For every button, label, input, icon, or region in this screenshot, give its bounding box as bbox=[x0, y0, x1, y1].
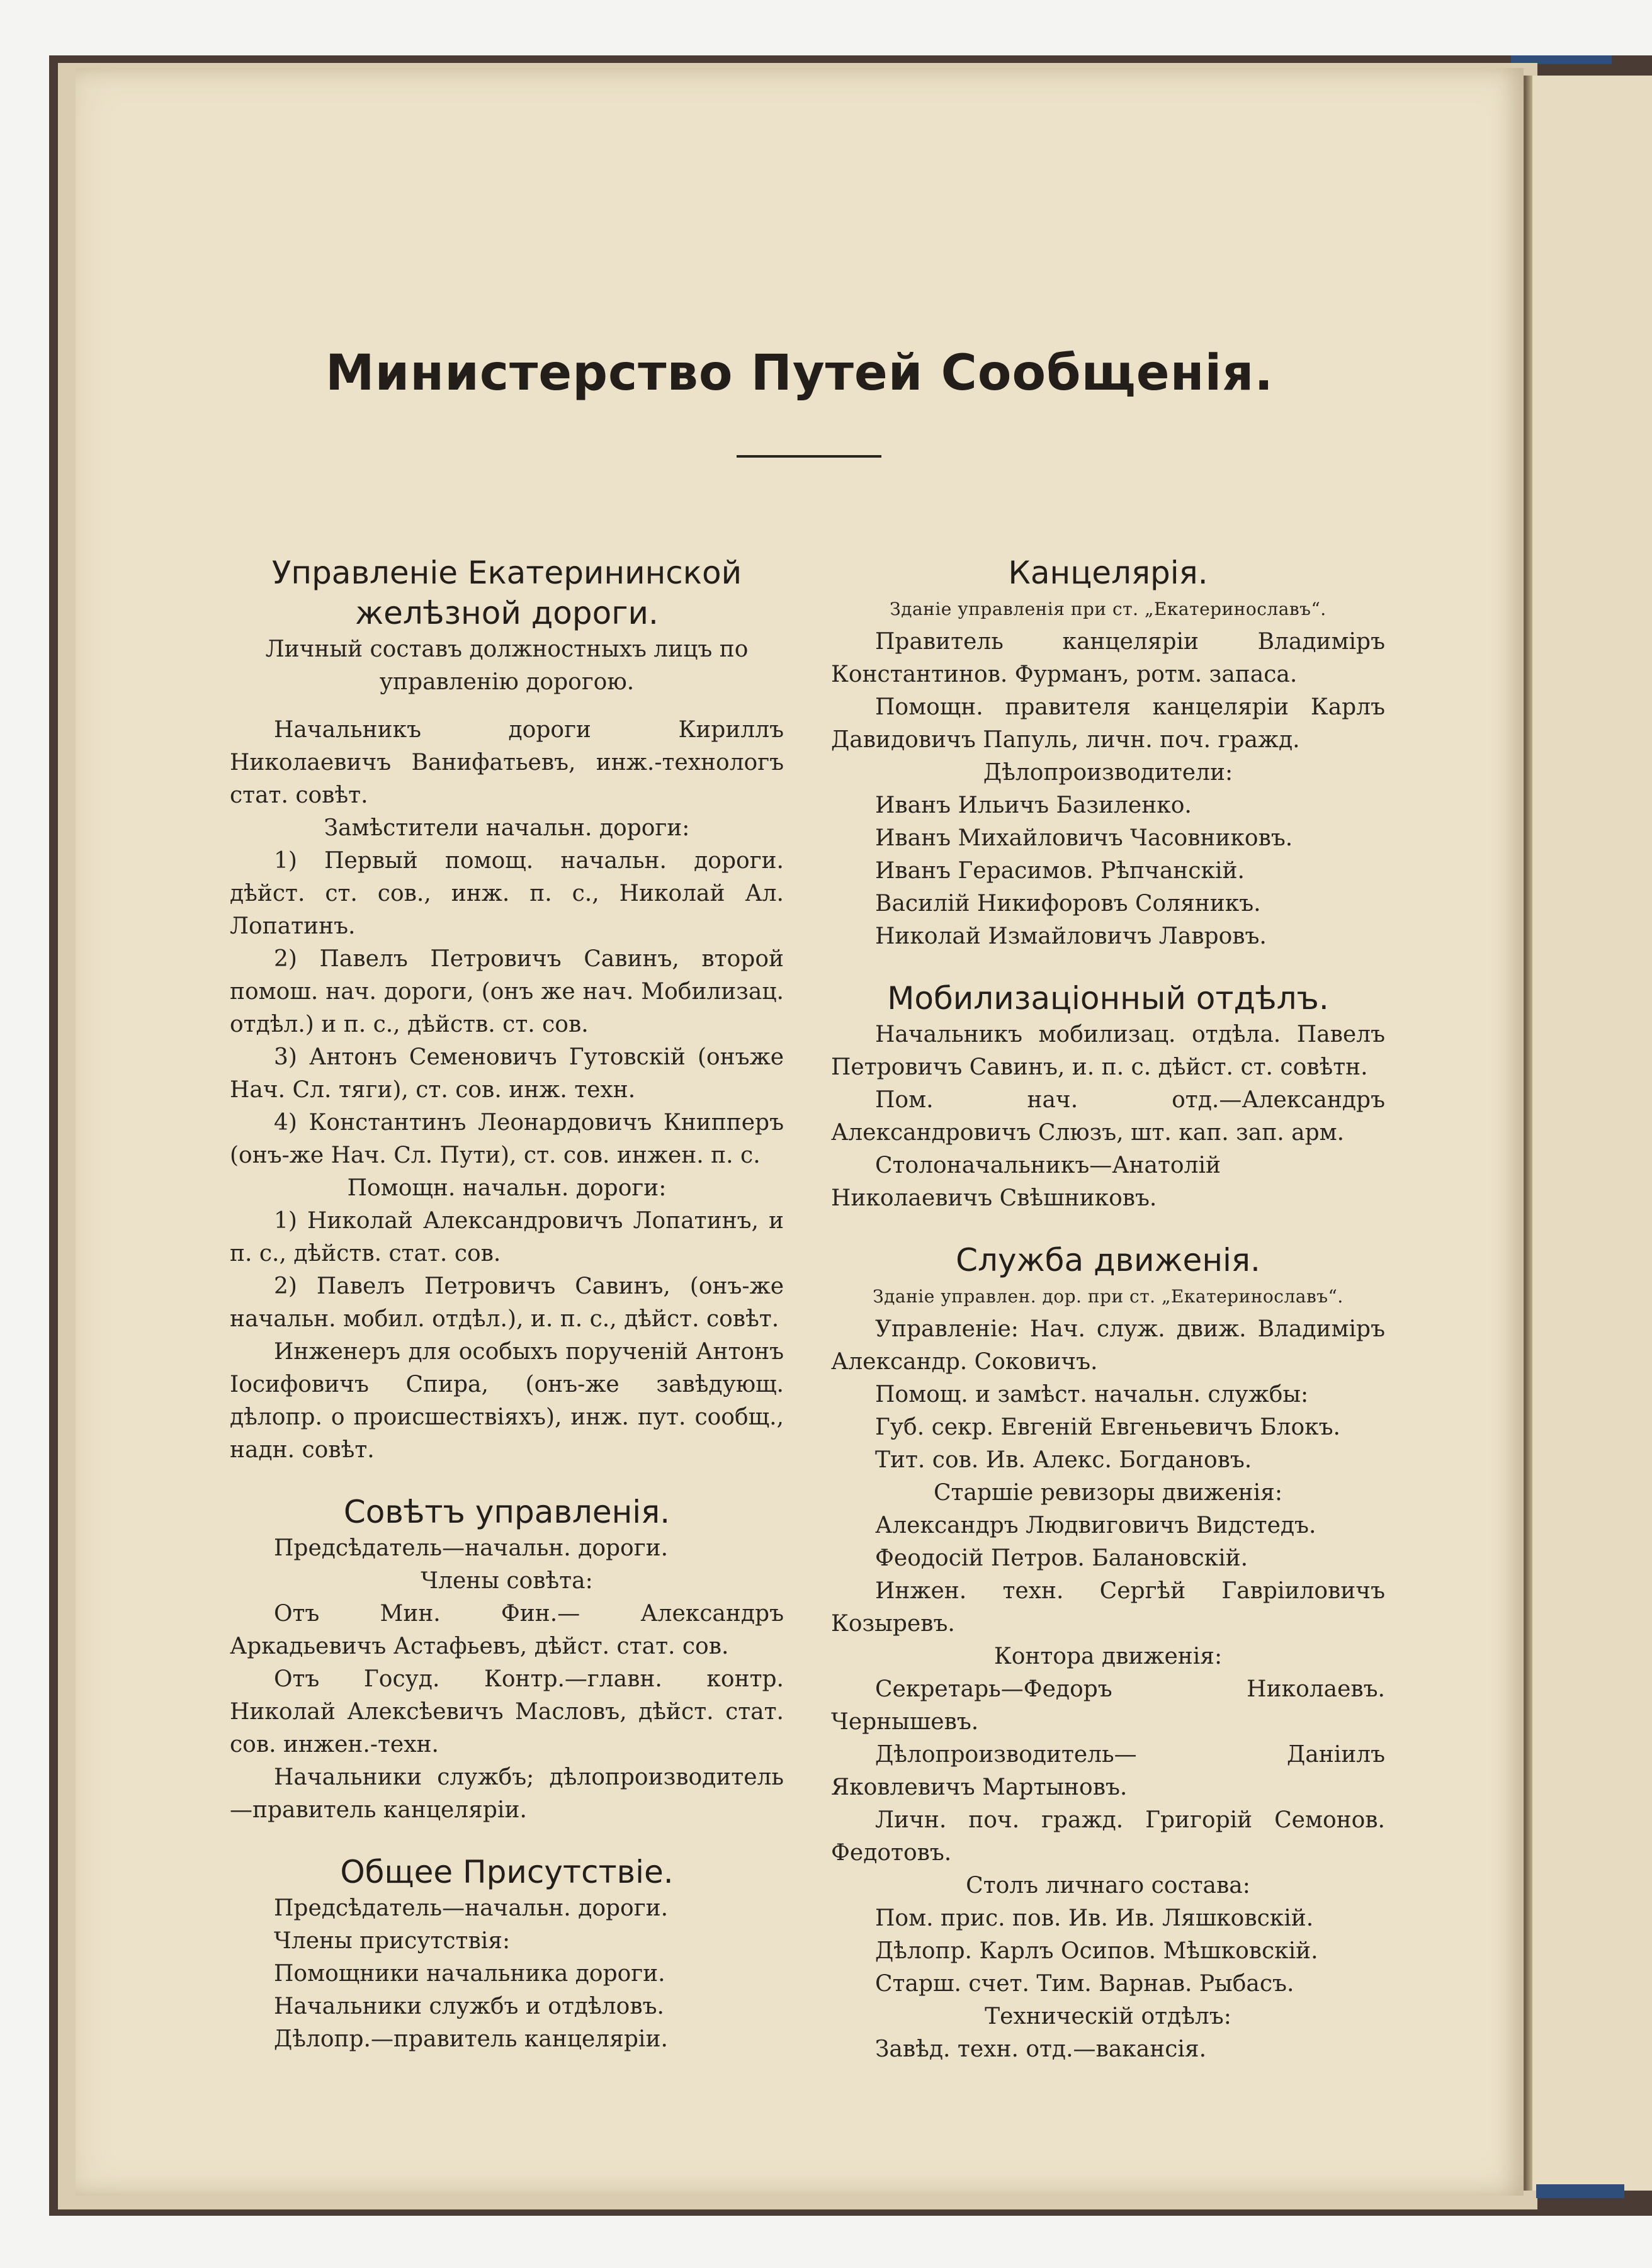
document-page bbox=[76, 68, 1524, 2196]
right-column bbox=[831, 553, 1385, 2066]
assistant-1: 1) Николай Александровичъ Лопатинъ, и п. с., дѣйств. стат. сов. bbox=[230, 1208, 784, 1267]
deputy-1: 1) Первый помощ. начальн. дороги. дѣйст. ст. сов., инж. п. с., Николай Ал. Лопатинъ. bbox=[230, 848, 784, 939]
deputy-4: 4) Константинъ Леонардовичъ Книпперъ (онъ-же Нач. Сл. Пути), ст. сов. инжен. п. с. bbox=[230, 1110, 784, 1168]
assistant-2: 2) Павелъ Петровичъ Савинъ, (онъ-же начальн. мобил. отдѣл.), и. п. с., дѣйст. совѣт. bbox=[230, 1273, 784, 1332]
staff-intro: Личный составъ должностныхъ лицъ по управленію дорогою. bbox=[265, 636, 749, 695]
council-finance: Отъ Мин. Фин.— Александръ Аркадьевичъ Астафьевъ, дѣйст. стат. сов. bbox=[230, 1601, 784, 1659]
council-members-heading: Члены совѣта: bbox=[421, 1568, 593, 1594]
chancery-ruler: Правитель канцеляріи Владиміръ Константинов. Фурманъ, ротм. запаса. bbox=[831, 629, 1385, 687]
clerk-2: Иванъ Михайловичъ Часовниковъ. bbox=[875, 825, 1293, 851]
presence-member-1: Помощники начальника дороги. bbox=[274, 1961, 665, 1987]
personnel-1: Пом. прис. пов. Ив. Ив. Ляшковскій. bbox=[875, 1905, 1314, 1931]
section-heading-chancery: Канцелярія. bbox=[1008, 555, 1208, 591]
clerk-3: Иванъ Герасимов. Рѣпчанскій. bbox=[875, 858, 1245, 884]
left-column bbox=[230, 553, 784, 2056]
council-chair: Предсѣдатель—начальн. дороги. bbox=[274, 1535, 669, 1561]
revisor-2: Феодосій Петров. Балановскій. bbox=[875, 1545, 1248, 1571]
section-heading-council: Совѣтъ управленія. bbox=[343, 1494, 670, 1530]
engineer: Инженеръ для особыхъ порученій Антонъ Іосифовичъ Спира, (онъ-же завѣдующ. дѣлопр. о происшествіяхъ), инж. пут. сообщ., надн. совѣт. bbox=[230, 1339, 784, 1463]
office-citizen: Личн. поч. гражд. Григорій Семонов. Федотовъ. bbox=[831, 1807, 1385, 1866]
council-control: Отъ Госуд. Контр.—главн. контр. Николай Алексѣевичъ Масловъ, дѣйст. стат. сов. инжен.-техн. bbox=[230, 1666, 784, 1757]
tech-heading: Техническій отдѣлъ: bbox=[985, 2004, 1231, 2029]
office-secretary: Секретарь—Федоръ Николаевъ. Чернышевъ. bbox=[831, 1676, 1385, 1735]
personnel-heading: Столъ личнаго состава: bbox=[966, 1873, 1250, 1898]
next-page-edge bbox=[1529, 76, 1652, 2191]
mobilization-chief: Начальникъ мобилизац. отдѣла. Павелъ Петровичъ Савинъ, и. п. с. дѣйст. ст. совѣтн. bbox=[831, 1022, 1385, 1080]
presence-chair: Предсѣдатель—начальн. дороги. bbox=[274, 1895, 669, 1921]
office-heading: Контора движенія: bbox=[993, 1644, 1223, 1669]
traffic-management: Управленіе: Нач. служ. движ. Владиміръ Александр. Соковичъ. bbox=[831, 1316, 1385, 1375]
tech-head: Завѣд. техн. отд.—вакансія. bbox=[875, 2036, 1207, 2062]
clerk-5: Николай Измайловичъ Лавровъ. bbox=[875, 923, 1267, 949]
traffic-deputies: Помощ. и замѣст. начальн. службы: bbox=[875, 1382, 1309, 1408]
personnel-2: Дѣлопр. Карлъ Осипов. Мѣшковскій. bbox=[875, 1938, 1318, 1964]
clerk-1: Иванъ Ильичъ Базиленко. bbox=[875, 793, 1192, 818]
traffic-deputy-1: Губ. секр. Евгеній Евгеньевичъ Блокъ. bbox=[875, 1414, 1341, 1440]
assistants-heading: Помощн. начальн. дороги: bbox=[347, 1175, 667, 1201]
section-heading-mobilization: Мобилизаціонный отдѣлъ. bbox=[887, 980, 1329, 1017]
page-title: Министерство Путей Сообщенія. bbox=[325, 345, 1274, 402]
mobilization-assistant: Пом. нач. отд.—Александръ Александровичъ Слюзъ, шт. кап. зап. арм. bbox=[831, 1087, 1385, 1146]
office-clerk: Дѣлопроизводитель— Даніилъ Яковлевичъ Мартыновъ. bbox=[831, 1742, 1385, 1800]
revisor-3: Инжен. техн. Сергѣй Гавріиловичъ Козыревъ. bbox=[831, 1578, 1385, 1637]
revisor-1: Александръ Людвиговичъ Видстедъ. bbox=[875, 1513, 1316, 1538]
chancery-ruler-assistant: Помощн. правителя канцеляріи Карлъ Давидовичъ Папуль, личн. поч. гражд. bbox=[831, 694, 1385, 753]
presence-members: Члены присутствія: bbox=[274, 1928, 511, 1954]
deputies-heading: Замѣстители начальн. дороги: bbox=[324, 815, 690, 841]
mobilization-desk: Столоначальникъ—Анатолій Николаевичъ Свѣшниковъ. bbox=[831, 1153, 1221, 1211]
revisors-heading: Старшіе ревизоры движенія: bbox=[934, 1480, 1282, 1506]
traffic-building: Зданіе управлен. дор. при ст. „Екатеринославъ“. bbox=[873, 1286, 1344, 1307]
section-heading-traffic: Служба движенія. bbox=[956, 1242, 1260, 1278]
deputy-3: 3) Антонъ Семеновичъ Гутовскій (онъже Нач. Сл. тяги), ст. сов. инж. техн. bbox=[230, 1044, 784, 1103]
personnel-3: Старш. счет. Тим. Варнав. Рыбасъ. bbox=[875, 1971, 1294, 1997]
council-heads: Начальники службъ; дѣлопроизводитель—правитель канцеляріи. bbox=[230, 1764, 784, 1823]
deputy-2: 2) Павелъ Петровичъ Савинъ, второй помош. нач. дороги, (онъ же нач. Мобилизац. отдѣл.) и п. с., дѣйств. ст. сов. bbox=[230, 946, 784, 1037]
bookmark-ribbon-bottom bbox=[1536, 2184, 1624, 2198]
chief: Начальникъ дороги Кириллъ Николаевичъ Ванифатьевъ, инж.-технологъ стат. совѣт. bbox=[230, 717, 784, 808]
presence-member-2: Начальники службъ и отдѣловъ. bbox=[274, 1994, 664, 2019]
section-heading-management: Управленіе Екатерининской желѣзной дороги. bbox=[271, 555, 742, 631]
presence-member-3: Дѣлопр.—правитель канцеляріи. bbox=[274, 2026, 668, 2052]
section-heading-presence: Общее Присутствіе. bbox=[340, 1854, 674, 1890]
traffic-deputy-2: Тит. сов. Ив. Алекс. Богдановъ. bbox=[875, 1447, 1252, 1473]
clerk-4: Василій Никифоровъ Соляникъ. bbox=[875, 891, 1261, 917]
chancery-building: Зданіе управленія при ст. „Екатеринославъ“. bbox=[890, 599, 1327, 619]
clerks-heading: Дѣлопроизводители: bbox=[983, 760, 1233, 786]
title-divider bbox=[737, 455, 881, 458]
